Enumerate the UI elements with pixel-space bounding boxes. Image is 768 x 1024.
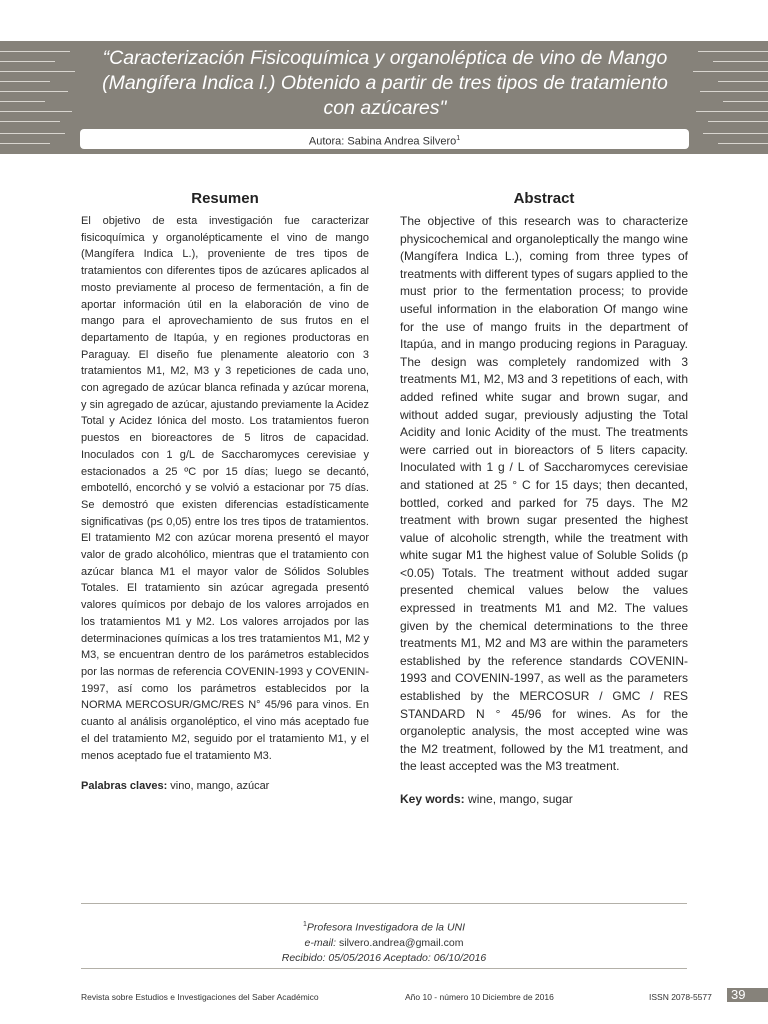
affiliation-line bbox=[81, 917, 687, 936]
article-title: “Caracterización Fisicoquímica y organoléptica de vino de Mango (Mangífera Indica l.) Obtenido a partir de tres tipos de tratamiento con azúcares" bbox=[102, 47, 668, 119]
issue-info: Año 10 - número 10 Diciembre de 2016 bbox=[405, 992, 554, 1002]
key-words bbox=[400, 792, 688, 806]
issn: ISSN 2078-5577 bbox=[649, 992, 712, 1002]
decorative-stripes-right bbox=[688, 41, 768, 154]
palabras-claves-label: Palabras claves: bbox=[81, 780, 168, 793]
resumen-body: El objetivo de esta investigación fue caracterizar fisicoquímica y organolépticamente el vino de mango (Mangífera Indica L.), proveniente de tres tipos de tratamientos con diferentes tipos de azúcares aplicados al mosto previamente al proceso de fermentación, a fin de aportar información útil en la elaboración de vino de mango para el aprovechamiento de sus frutos en el departamento de Itapúa, y en regiones productoras en Paraguay. El diseño fue plenamente aleatorio con 3 tratamientos M1, M2, M3 y 3 repeticiones de cada uno, con agregado de azúcar blanca refinada y azúcar morena, y sin agregado de azúcar, ajustando previamente la Acidez Total y Acidez Iónica del mosto. Los tratamientos fueron puestos en bioreactores de 5 litros de capacidad. Inoculados con 1 g/L de Saccharomyces cerevisiae y estacionados a 25 ºC por 15 días; luego se decantó, embotelló, encorchó y se volvió a estacionar por 75 días. Se demostró que existen diferencias estadísticamente significativas (p≤ 0,05) entre los tres tipos de tratamientos. El tratamiento M2 con azúcar morena presentó el mayor valor de grado alcohólico, mientras que el tratamiento con azúcar blanca M1 el mayor valor de Sólidos Solubles Totales. El tratamiento sin azúcar agregada presentó valores químicos por debajo de los valores arrojados en los tratamientos M1 y M2. Los valores arrojados por las determinaciones químicas a los tres tratamientos M1, M2 y M3, se encuentran dentro de los parámetros establecidos por las normas de referencia COVENIN-1993 y COVENIN-1997, así como los parámetros establecidos por la NORMA MERCOSUR/GMC/RES N° 45/96 para vinos. En cuanto al análisis organoléptico, el vino más aceptado fue el del tratamiento M2, seguido por el tratamiento M1, y el menos aceptado fue el tratamiento M3. bbox=[81, 215, 369, 762]
author-line bbox=[80, 129, 689, 149]
email-label: e-mail: bbox=[304, 936, 337, 949]
email-line bbox=[81, 936, 687, 951]
palabras-claves-value: vino, mango, azúcar bbox=[167, 780, 270, 793]
author-footnote bbox=[81, 917, 687, 966]
abstract-heading: Abstract bbox=[513, 190, 575, 207]
author-footnote-marker: 1 bbox=[456, 135, 461, 142]
decorative-stripes-left bbox=[0, 41, 80, 154]
journal-name: Revista sobre Estudios e Investigaciones del Saber Académico bbox=[81, 992, 319, 1002]
abstract-body: The objective of this research was to characterize physicochemical and organoleptically the mango wine (Mangífera Indica L.), coming from three types of treatments with different types of sugars applied to the must prior to the fermentation process; to provide useful information in the elaboration Of mango wine for the use of mango fruits in the department of Itapúa, and in mango producing regions in Paraguay. The design was completely randomized with 3 treatments M1, M2, M3 and 3 repetitions of each, with added refined white sugar and brown sugar, and without added sugar, previously adjusting the Total Acidity and Ionic Acidity of the must. The treatments were carried out in bioreactors of 5 liters capacity. Inoculated with 1 g / L of Saccharomyces cerevisiae and stationed at 25 ° C for 15 days; then decanted, bottled, corked and parked for 75 days. The M2 treatment with brown sugar presented the highest value of alcoholic strength, while the treatment with white sugar M1 the highest value of Soluble Solids (p <0.05) Totals. The treatment without added sugar presented chemical values below the values expressed in treatments M1 and M2. The values given by the chemical determinations to the three treatments M1, M2 and M3 are within the parameters established by the reference standards COVENIN-1993 and COVENIN-1997, as well as the parameters established by the MERCOSUR / GMC / RES STANDARD N ° 45/96 for wines. As for the organoleptic analysis, the most accepted wine was the M2 treatment, followed by the M1 treatment, and the least accepted was the M3 treatment. bbox=[400, 214, 688, 774]
resumen-heading: Resumen bbox=[191, 190, 259, 207]
abstract-column bbox=[400, 190, 688, 806]
email-value: silvero.andrea@gmail.com bbox=[336, 936, 464, 949]
palabras-claves bbox=[81, 780, 369, 792]
key-words-label: Key words: bbox=[400, 792, 465, 806]
divider-bottom bbox=[81, 968, 687, 969]
affiliation-marker: 1 bbox=[302, 921, 307, 928]
page-number: 39 bbox=[727, 988, 768, 1002]
header-band bbox=[0, 41, 768, 154]
key-words-value: wine, mango, sugar bbox=[464, 792, 573, 806]
received-accepted-dates: Recibido: 05/05/2016 Aceptado: 06/10/2016 bbox=[281, 951, 487, 964]
resumen-column bbox=[81, 190, 369, 792]
divider-top bbox=[81, 903, 687, 904]
affiliation: Profesora Investigadora de la UNI bbox=[306, 921, 466, 934]
author-name: Autora: Sabina Andrea Silvero bbox=[308, 135, 457, 148]
